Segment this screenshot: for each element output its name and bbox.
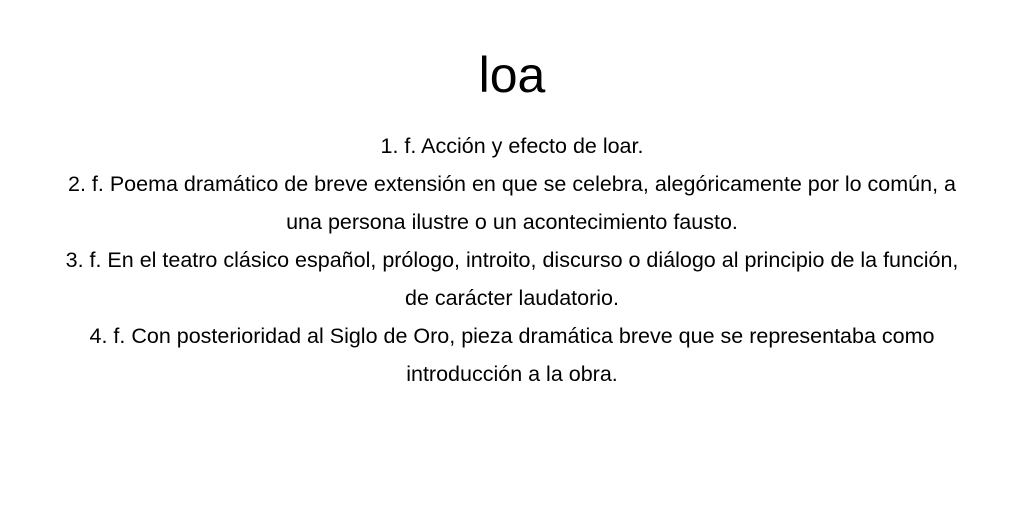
definition-list (52, 127, 972, 393)
definition-sense-1: 1. f. Acción y efecto de loar. (380, 134, 644, 158)
definition-sense-3: 3. f. En el teatro clásico español, prólogo, introito, discurso o diálogo al principio de la función, de carácter laudatorio. (65, 248, 959, 310)
headword: loa (478, 47, 546, 103)
definition-sense-2: 2. f. Poema dramático de breve extensión en que se celebra, alegóricamente por lo común, a una persona ilustre o un acontecimiento fausto. (68, 172, 956, 234)
definition-sense-4: 4. f. Con posterioridad al Siglo de Oro, pieza dramática breve que se representaba como introducción a la obra. (89, 324, 935, 386)
